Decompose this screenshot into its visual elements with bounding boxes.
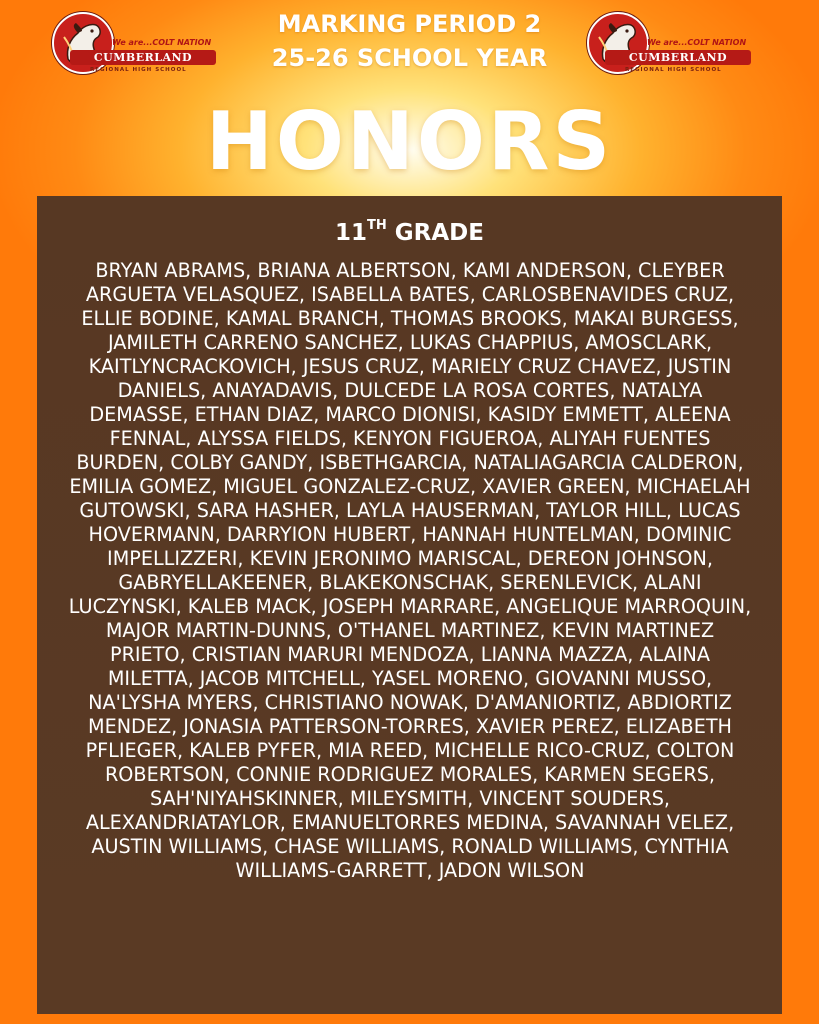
logo-subtitle: REGIONAL HIGH SCHOOL — [625, 67, 722, 73]
honors-list-panel — [37, 196, 782, 1014]
grade-suffix: TH — [367, 218, 387, 233]
marking-period-title: MARKING PERIOD 2 — [277, 10, 542, 38]
honors-heading: HONORS — [205, 95, 614, 188]
grade-heading — [37, 218, 782, 246]
logo-school-name: CUMBERLAND — [605, 50, 751, 65]
logo-school-name: CUMBERLAND — [70, 50, 216, 65]
grade-number: 11 — [335, 220, 368, 246]
logo-tagline: We are...COLT NATION — [112, 38, 212, 47]
logo-tagline: We are...COLT NATION — [647, 38, 747, 47]
school-year-title: 25-26 SCHOOL YEAR — [271, 44, 548, 72]
grade-label: GRADE — [394, 220, 484, 246]
student-names-list: BRYAN ABRAMS, BRIANA ALBERTSON, KAMI ANDERSON, CLEYBER ARGUETA VELASQUEZ, ISABELLA BATES, CARLOSBENAVIDES CRUZ, ELLIE BODINE, KAMAL BRANCH, THOMAS BROOKS, MAKAI BURGESS, JAMILETH CARRENO SANCHEZ, LUKAS CHAPPIUS, AMOSCLARK, KAITLYNCRACKOVICH, JESUS CRUZ, MARIELY CRUZ CHAVEZ, JUSTIN DANIELS, ANAYADAVIS, DULCEDE LA ROSA CORTES, NATALYA DEMASSE, ETHAN DIAZ, MARCO DIONISI, KASIDY EMMETT, ALEENA FENNAL, ALYSSA FIELDS, KENYON FIGUEROA, ALIYAH FUENTES BURDEN, COLBY GANDY, ISBETHGARCIA, NATALIAGARCIA CALDERON, EMILIA GOMEZ, MIGUEL GONZALEZ-CRUZ, XAVIER GREEN, MICHAELAH GUTOWSKI, SARA HASHER, LAYLA HAUSERMAN, TAYLOR HILL, LUCAS HOVERMANN, DARRYION HUBERT, HANNAH HUNTELMAN, DOMINIC IMPELLIZZERI, KEVIN JERONIMO MARISCAL, DEREON JOHNSON, GABRYELLAKEENER, BLAKEKONSCHAK, SERENLEVICK, ALANI LUCZYNSKI, KALEB MACK, JOSEPH MARRARE, ANGELIQUE MARROQUIN, MAJOR MARTIN-DUNNS, O'THANEL MARTINEZ, KEVIN MARTINEZ PRIETO, CRISTIAN MARURI MENDOZA, LIANNA MAZZA, ALAINA MILETTA, JACOB MITCHELL, YASEL MORENO, GIOVANNI MUSSO, NA'LYSHA MYERS, CHRISTIANO NOWAK, D'AMANIORTIZ, ABDIORTIZ MENDEZ, JONASIA PATTERSON-TORRES, XAVIER PEREZ, ELIZABETH PFLIEGER, KALEB PYFER, MIA REED, MICHELLE RICO-CRUZ, COLTON ROBERTSON, CONNIE RODRIGUEZ MORALES, KARMEN SEGERS, SAH'NIYAHSKINNER, MILEYSMITH, VINCENT SOUDERS, ALEXANDRIATAYLOR, EMANUELTORRES MEDINA, SAVANNAH VELEZ, AUSTIN WILLIAMS, CHASE WILLIAMS, RONALD WILLIAMS, CYNTHIA WILLIAMS-GARRETT, JADON WILSON — [68, 259, 752, 882]
logo-subtitle: REGIONAL HIGH SCHOOL — [90, 67, 187, 73]
